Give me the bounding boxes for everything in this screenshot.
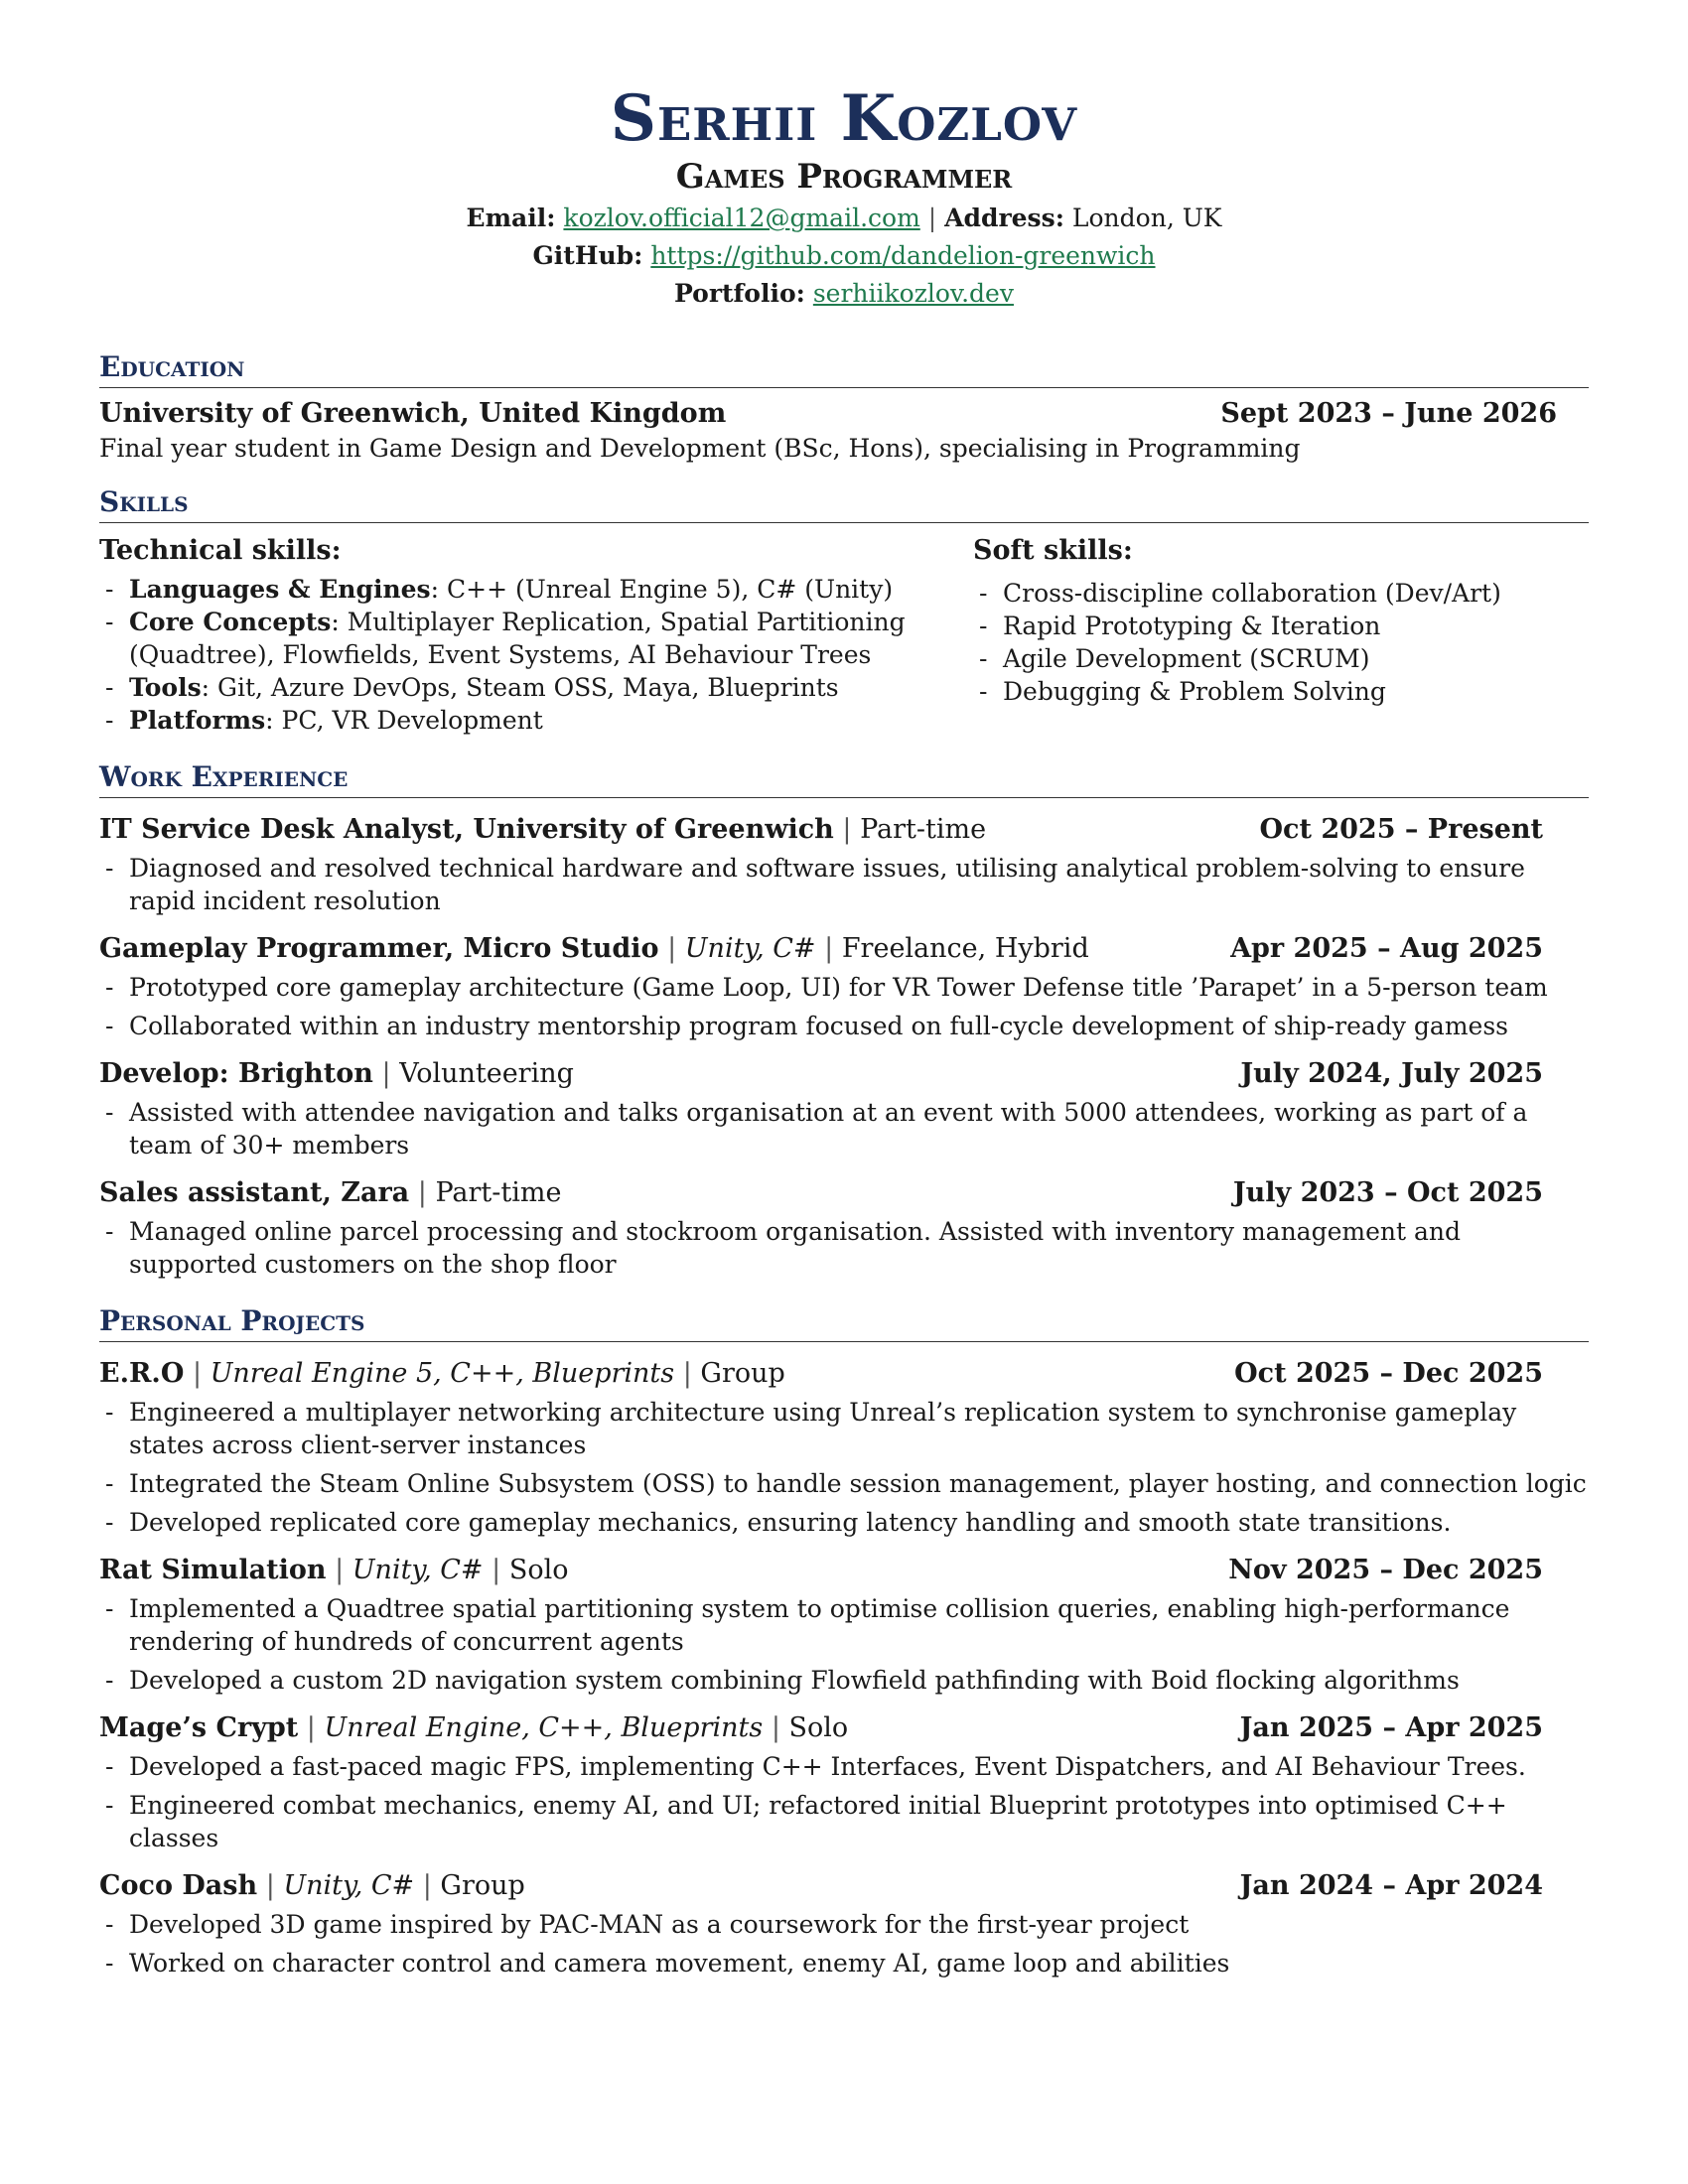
entry-tech: Unity, C# bbox=[283, 1869, 415, 1901]
list-item: - Diagnosed and resolved technical hardware and software issues, utilising analytical problem-solving to ensure rapid incident resolution bbox=[99, 852, 1589, 917]
entry-title: E.R.O bbox=[99, 1357, 185, 1389]
entry-heading: Gameplay Programmer, Micro Studio | Unity, C# | Freelance, Hybrid bbox=[99, 932, 1089, 964]
list-item: - Engineered combat mechanics, enemy AI, and UI; refactored initial Blueprint prototypes into optimised C++ classes bbox=[99, 1789, 1589, 1854]
entry-heading: Coco Dash | Unity, C# | Group bbox=[99, 1869, 525, 1901]
entry-dates: Nov 2025 – Dec 2025 bbox=[1228, 1554, 1543, 1585]
list-item: - Developed replicated core gameplay mechanics, ensuring latency handling and smooth state transitions. bbox=[99, 1506, 1589, 1539]
entry-heading: Mage’s Crypt | Unreal Engine, C++, Blueprints | Solo bbox=[99, 1711, 849, 1743]
technical-skills-column bbox=[99, 533, 973, 737]
education-dates: Sept 2023 – June 2026 bbox=[1220, 398, 1557, 430]
entry-title: Rat Simulation bbox=[99, 1554, 327, 1585]
list-item: - Agile Development (SCRUM) bbox=[973, 642, 1589, 675]
technical-skills-title: Technical skills: bbox=[99, 534, 342, 566]
list-item: - Managed online parcel processing and stockroom organisation. Assisted with inventory management and supported customers on the shop floor bbox=[99, 1215, 1589, 1281]
skill-category: Platforms bbox=[129, 705, 266, 735]
entry-bullets bbox=[99, 1215, 1589, 1281]
entry-title: Mage’s Crypt bbox=[99, 1711, 299, 1743]
entry-title: Gameplay Programmer, Micro Studio bbox=[99, 932, 659, 964]
entry-type: Part-time bbox=[860, 813, 987, 845]
entry-bullets bbox=[99, 1908, 1589, 1979]
entry-type: Solo bbox=[508, 1554, 569, 1585]
portfolio-label: Portfolio: bbox=[674, 279, 805, 309]
candidate-name: Serhii Kozlov bbox=[610, 81, 1078, 156]
school-name: University of Greenwich, United Kingdom bbox=[99, 398, 727, 430]
entry-dates: Oct 2025 – Present bbox=[1259, 813, 1543, 845]
contact-line-2 bbox=[99, 237, 1589, 275]
entry-title: Coco Dash bbox=[99, 1869, 258, 1901]
entry-dates: July 2023 – Oct 2025 bbox=[1232, 1176, 1543, 1208]
education-entry bbox=[99, 396, 1589, 466]
entry-tech: Unreal Engine 5, C++, Blueprints bbox=[210, 1357, 675, 1389]
work-heading: Work Experience bbox=[99, 762, 1589, 798]
projects-heading: Personal Projects bbox=[99, 1306, 1589, 1342]
list-item bbox=[99, 671, 973, 704]
work-section bbox=[99, 759, 1589, 1281]
entry-type: Part-time bbox=[435, 1176, 562, 1208]
entry-heading: Develop: Brighton | Volunteering bbox=[99, 1057, 574, 1089]
entry bbox=[99, 1868, 1589, 1979]
soft-skills-column bbox=[973, 533, 1589, 737]
contact-block bbox=[99, 200, 1589, 313]
education-section bbox=[99, 352, 1589, 466]
skill-text: : Git, Azure DevOps, Steam OSS, Maya, Blueprints bbox=[201, 672, 839, 702]
skill-text: : Multiplayer Replication, Spatial Partitioning (Quadtree), Flowfields, Event Systems, AI Behaviour Trees bbox=[129, 607, 906, 669]
project-list bbox=[99, 1356, 1589, 1979]
list-item bbox=[99, 573, 973, 606]
entry-type: Group bbox=[700, 1357, 785, 1389]
entry bbox=[99, 1710, 1589, 1854]
skill-category: Languages & Engines bbox=[129, 574, 431, 604]
list-item: - Developed 3D game inspired by PAC-MAN as a coursework for the first-year project bbox=[99, 1908, 1589, 1941]
list-item: - Implemented a Quadtree spatial partitioning system to optimise collision queries, enabling high-performance rendering of hundreds of concurrent agents bbox=[99, 1592, 1589, 1658]
entry bbox=[99, 1175, 1589, 1281]
entry-bullets bbox=[99, 1396, 1589, 1539]
email-link[interactable]: kozlov.official12@gmail.com bbox=[563, 204, 920, 233]
list-item: - Worked on character control and camera movement, enemy AI, game loop and abilities bbox=[99, 1947, 1589, 1979]
list-item bbox=[99, 704, 973, 737]
entry bbox=[99, 812, 1589, 917]
github-link[interactable]: https://github.com/dandelion-greenwich bbox=[650, 241, 1156, 271]
skills-section bbox=[99, 487, 1589, 737]
list-item: - Developed a custom 2D navigation system combining Flowfield pathfinding with Boid flocking algorithms bbox=[99, 1664, 1589, 1697]
entry-bullets bbox=[99, 971, 1589, 1042]
entry-tech: Unity, C# bbox=[684, 932, 816, 964]
list-item: - Collaborated within an industry mentorship program focused on full-cycle development of ship-ready gamess bbox=[99, 1010, 1589, 1042]
list-item: - Developed a fast-paced magic FPS, implementing C++ Interfaces, Event Dispatchers, and AI Behaviour Trees. bbox=[99, 1750, 1589, 1783]
entry-dates: July 2024, July 2025 bbox=[1240, 1057, 1543, 1089]
github-label: GitHub: bbox=[532, 241, 643, 271]
entry bbox=[99, 931, 1589, 1042]
entry-dates: Jan 2024 – Apr 2024 bbox=[1239, 1869, 1543, 1901]
contact-line-3 bbox=[99, 275, 1589, 313]
entry-dates: Jan 2025 – Apr 2025 bbox=[1239, 1711, 1543, 1743]
contact-separator: | bbox=[927, 204, 937, 233]
email-label: Email: bbox=[466, 204, 556, 233]
soft-skills-list bbox=[973, 577, 1589, 708]
entry-bullets bbox=[99, 1592, 1589, 1697]
entry-dates: Apr 2025 – Aug 2025 bbox=[1230, 932, 1543, 964]
list-item: - Rapid Prototyping & Iteration bbox=[973, 610, 1589, 642]
entry-type: Solo bbox=[788, 1711, 849, 1743]
skill-text: : PC, VR Development bbox=[265, 705, 543, 735]
entry-title: Develop: Brighton bbox=[99, 1057, 373, 1089]
entry-title: Sales assistant, Zara bbox=[99, 1176, 410, 1208]
skill-category: Core Concepts bbox=[129, 607, 332, 636]
list-item: - Prototyped core gameplay architecture (Game Loop, UI) for VR Tower Defense title ’Parapet’ in a 5-person team bbox=[99, 971, 1589, 1004]
resume-page bbox=[99, 79, 1589, 1985]
entry-tech: Unity, C# bbox=[352, 1554, 484, 1585]
address-label: Address: bbox=[944, 204, 1064, 233]
entry-tech: Unreal Engine, C++, Blueprints bbox=[324, 1711, 764, 1743]
education-heading: Education bbox=[99, 352, 1589, 388]
skill-category: Tools bbox=[129, 672, 202, 702]
entry-type: Freelance, Hybrid bbox=[841, 932, 1089, 964]
entry-heading: IT Service Desk Analyst, University of Greenwich | Part-time bbox=[99, 813, 987, 845]
entry bbox=[99, 1356, 1589, 1539]
list-item: - Cross-discipline collaboration (Dev/Art) bbox=[973, 577, 1589, 610]
address-value: London, UK bbox=[1071, 204, 1222, 233]
entry-bullets bbox=[99, 1750, 1589, 1854]
technical-skills-list bbox=[99, 573, 973, 737]
entry-type: Group bbox=[440, 1869, 525, 1901]
list-item: - Engineered a multiplayer networking architecture using Unreal’s replication system to synchronise gameplay states across client-server instances bbox=[99, 1396, 1589, 1461]
list-item: - Debugging & Problem Solving bbox=[973, 675, 1589, 708]
entry-heading: Sales assistant, Zara | Part-time bbox=[99, 1176, 562, 1208]
entry bbox=[99, 1553, 1589, 1697]
list-item bbox=[99, 606, 973, 671]
job-title: Games Programmer bbox=[675, 157, 1013, 197]
soft-skills-title: Soft skills: bbox=[973, 534, 1133, 566]
work-list bbox=[99, 812, 1589, 1281]
entry-heading: E.R.O | Unreal Engine 5, C++, Blueprints | Group bbox=[99, 1357, 785, 1389]
entry-heading: Rat Simulation | Unity, C# | Solo bbox=[99, 1554, 569, 1585]
projects-section bbox=[99, 1303, 1589, 1979]
entry-title: IT Service Desk Analyst, University of Greenwich bbox=[99, 813, 834, 845]
portfolio-link[interactable]: serhiikozlov.dev bbox=[812, 279, 1014, 309]
entry-dates: Oct 2025 – Dec 2025 bbox=[1234, 1357, 1543, 1389]
skills-heading: Skills bbox=[99, 487, 1589, 523]
entry-type: Volunteering bbox=[399, 1057, 574, 1089]
education-detail: Final year student in Game Design and Development (BSc, Hons), specialising in Programming bbox=[99, 434, 1301, 464]
entry-bullets bbox=[99, 1096, 1589, 1161]
skill-text: : C++ (Unreal Engine 5), C# (Unity) bbox=[430, 574, 894, 604]
list-item: - Integrated the Steam Online Subsystem (OSS) to handle session management, player hosting, and connection logic bbox=[99, 1467, 1589, 1500]
list-item: - Assisted with attendee navigation and talks organisation at an event with 5000 attendees, working as part of a team of 30+ members bbox=[99, 1096, 1589, 1161]
entry bbox=[99, 1056, 1589, 1161]
contact-line-1 bbox=[99, 200, 1589, 237]
entry-bullets bbox=[99, 852, 1589, 917]
